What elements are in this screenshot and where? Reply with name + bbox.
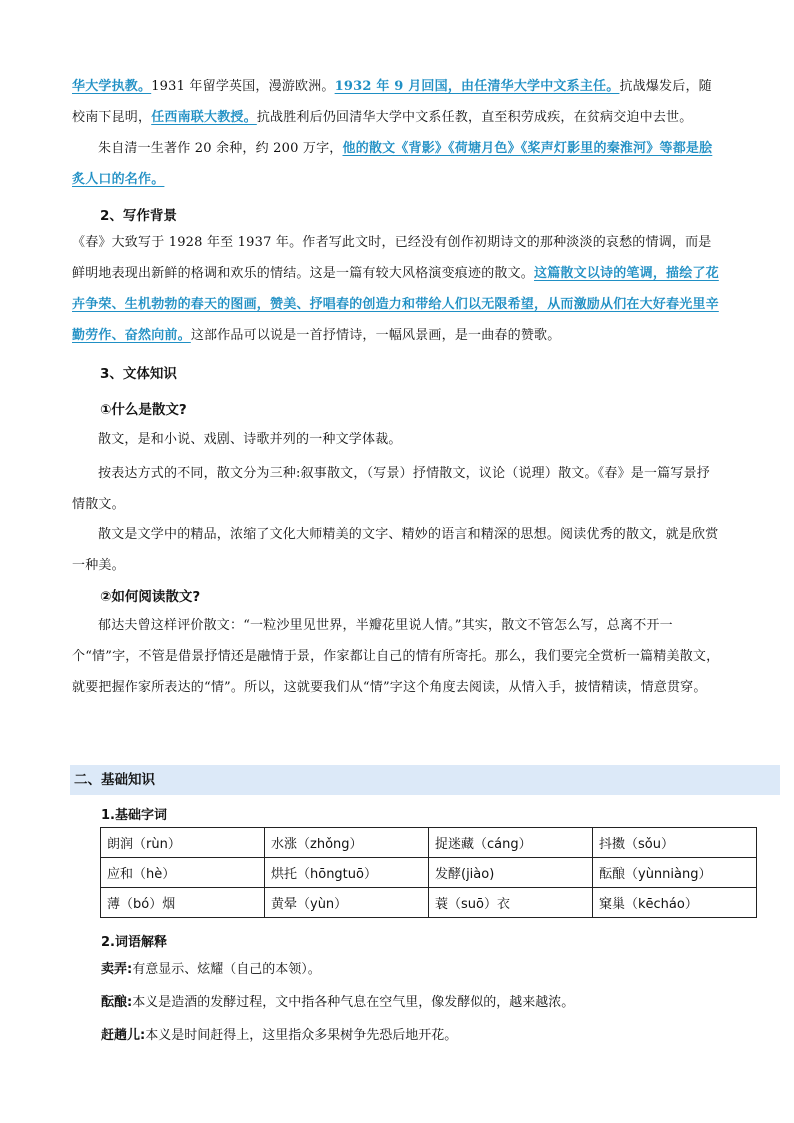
definition-term: 酝酿: <box>101 995 133 1010</box>
vocab-table <box>100 827 757 918</box>
section-heading-background: 2、写作背景 <box>100 208 177 224</box>
body-text: 1931 年留学英国，漫游欧洲。 <box>151 79 335 94</box>
table-row <box>101 888 757 918</box>
table-cell: 蓑（suō）衣 <box>429 888 593 918</box>
definition-item <box>101 1026 761 1046</box>
table-row <box>101 828 757 858</box>
definition-item <box>101 993 761 1013</box>
table-cell: 水涨（zhǒng） <box>265 828 429 858</box>
definition-term: 赶趟儿: <box>101 1028 146 1043</box>
genre-q1-paragraph-1: 散文，是和小说、戏剧、诗歌并列的一种文学体裁。 <box>98 432 402 447</box>
highlight-text: 这篇散文以诗的笔调，描绘了花卉争荣、生机勃勃的春天的图画，赞美、抒唱春的创造力和带给人们以无限希望，从而激励从们在大好春光里辛勤劳作、奋然向前。 <box>72 266 719 343</box>
table-cell: 薄（bó）烟 <box>101 888 265 918</box>
section-banner-basics: 二、基础知识 <box>70 765 780 795</box>
bio-paragraph-2 <box>72 133 722 195</box>
background-paragraph <box>72 227 722 351</box>
body-text: 《春》大致写于 1928 年至 1937 年。作者写此文时，已经没有创作初期诗文的那种淡淡的哀愁的情调，而是鲜明地表现出新鲜的格调和欢乐的情结。这是一篇有较大风格演变痕迹的散文。 <box>72 235 712 281</box>
table-cell: 窠巢（kēcháo） <box>593 888 757 918</box>
subheading-definitions: 2.词语解释 <box>101 935 167 950</box>
definition-item <box>101 960 761 980</box>
definition-text: 本义是造酒的发酵过程，文中指各种气息在空气里，像发酵似的，越来越浓。 <box>132 995 575 1010</box>
table-cell: 发酵(jiào) <box>429 858 593 888</box>
question-2: ②如何阅读散文? <box>100 589 201 605</box>
definition-text: 有意显示、炫耀（自己的本领）。 <box>132 962 321 977</box>
table-row <box>101 858 757 888</box>
body-text: 抗战爆发后，随 <box>619 79 712 94</box>
body-text: 抗战胜利后仍回清华大学中文系任教，直至积劳成疾，在贫病交迫中去世。 <box>256 110 693 125</box>
body-text: 校南下昆明， <box>72 110 152 125</box>
table-cell: 烘托（hōngtuō） <box>265 858 429 888</box>
table-cell: 抖擞（sǒu） <box>593 828 757 858</box>
genre-q1-paragraph-3: 散文是文学中的精品，浓缩了文化大师精美的文字、精妙的语言和精深的思想。阅读优秀的散文，就是欣赏一种美。 <box>72 527 719 573</box>
table-cell: 应和（hè） <box>101 858 265 888</box>
subheading-vocab: 1.基础字词 <box>101 808 167 823</box>
section-heading-genre: 3、文体知识 <box>100 366 177 382</box>
body-text: 朱自清一生著作 20 余种，约 200 万字， <box>98 141 343 156</box>
highlight-text: 任西南联大教授。 <box>151 110 257 125</box>
bio-paragraph-1 <box>72 71 722 133</box>
question-1: ①什么是散文? <box>100 402 187 418</box>
highlight-text: 华大学执教。 <box>72 79 152 94</box>
genre-q2-paragraph: 郁达夫曾这样评价散文：“一粒沙里见世界，半瓣花里说人情。”其实，散文不管怎么写，总离不开一个“情”字，不管是借景抒情还是融情于景，作家都让自己的情有所寄托。那么，我们要完全赏析一篇精美散文，就要把握作家所表达的“情”。所以，这就要我们从“情”字这个角度去阅读，从情入手，披情精读，情意贯穿。 <box>72 618 720 695</box>
definition-term: 卖弄: <box>101 962 133 977</box>
highlight-text: 1932 年 9 月回国，由任清华大学中文系主任。 <box>334 79 620 94</box>
table-cell: 捉迷藏（cáng） <box>429 828 593 858</box>
definition-text: 本义是时间赶得上，这里指众多果树争先恐后地开花。 <box>145 1028 458 1043</box>
genre-q1-paragraph-2: 按表达方式的不同，散文分为三种:叙事散文，（写景）抒情散文，议论（说理）散文。《春》是一篇写景抒情散文。 <box>72 466 710 512</box>
table-cell: 朗润（rùn） <box>101 828 265 858</box>
body-text: 这部作品可以说是一首抒情诗，一幅风景画，是一曲春的赞歌。 <box>190 328 561 343</box>
table-cell: 酝酿（yùnniàng） <box>593 858 757 888</box>
table-cell: 黄晕（yùn） <box>265 888 429 918</box>
highlight-text: 他的散文《背影》《荷塘月色》《桨声灯影里的秦淮河》等都是脍炙人口的名作。 <box>72 141 713 187</box>
